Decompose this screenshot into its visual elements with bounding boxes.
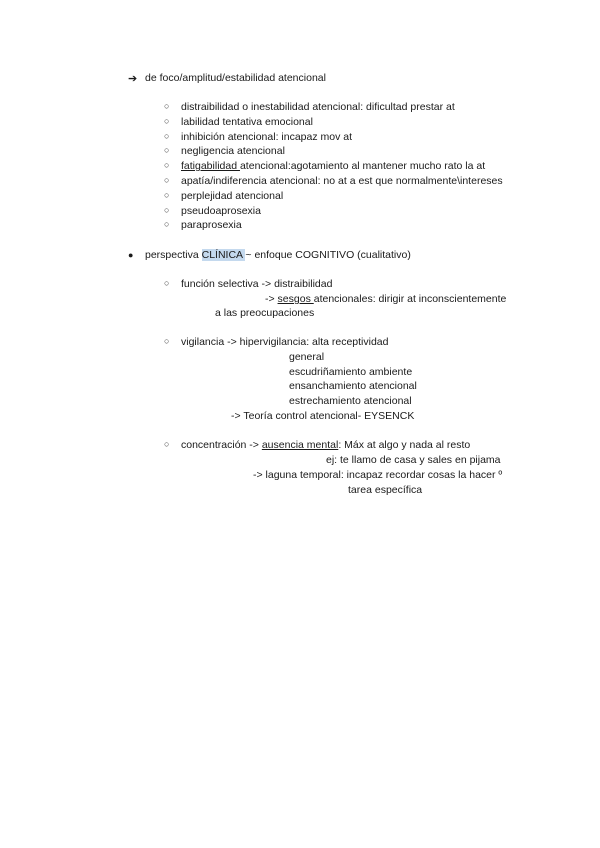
circle-bullet-icon: ○: [164, 160, 170, 170]
list-item-text: : Máx at algo y nada al resto: [338, 439, 471, 451]
list-item: apatía/indiferencia atencional: no at a est que normalmente\intereses: [181, 175, 503, 187]
circle-bullet-icon: ○: [164, 175, 170, 185]
list-item: inhibición atencional: incapaz mov at: [181, 131, 353, 143]
list-item: pseudoaprosexia: [181, 205, 261, 217]
list-item-concentracion: [181, 439, 470, 452]
list-item-text: atencional:agotamiento al mantener mucho rato la at: [239, 160, 486, 172]
list-item: vigilancia -> hipervigilancia: alta receptividad: [181, 336, 389, 348]
list-item-fatigabilidad: [181, 160, 485, 173]
sub-line: -> laguna temporal: incapaz recordar cosas la hacer º: [253, 469, 503, 481]
circle-bullet-icon: ○: [164, 205, 170, 215]
sub-line: general: [289, 351, 325, 363]
section-heading: de foco/amplitud/estabilidad atencional: [145, 72, 326, 84]
circle-bullet-icon: ○: [164, 101, 170, 111]
circle-bullet-icon: ○: [164, 145, 170, 155]
heading-text: perspectiva: [145, 249, 202, 261]
circle-bullet-icon: ○: [164, 336, 170, 346]
underlined-term: ausencia mental: [261, 439, 339, 451]
sub-line-sesgos: [265, 293, 506, 306]
list-item: labilidad tentativa emocional: [181, 116, 313, 128]
circle-bullet-icon: ○: [164, 131, 170, 141]
heading-text: ~ enfoque COGNITIVO (cualitativo): [245, 249, 411, 261]
list-item: distraibilidad o inestabilidad atencional: dificultad prestar at: [181, 101, 455, 113]
arrow-bullet-icon: ➔: [128, 73, 138, 85]
circle-bullet-icon: ○: [164, 116, 170, 126]
circle-bullet-icon: ○: [164, 439, 170, 449]
sub-line: ej: te llamo de casa y sales en pijama: [326, 454, 501, 466]
list-item-text: concentración ->: [181, 439, 262, 451]
circle-bullet-icon: ○: [164, 219, 170, 229]
list-item: negligencia atencional: [181, 145, 285, 157]
sub-line: estrechamiento atencional: [289, 395, 412, 407]
circle-bullet-icon: ○: [164, 278, 170, 288]
filled-bullet-icon: ●: [128, 250, 134, 260]
list-item: perplejidad atencional: [181, 190, 284, 202]
sub-line: tarea específica: [348, 484, 423, 496]
underlined-term: fatigabilidad: [181, 160, 240, 172]
arrow-text: ->: [265, 293, 278, 305]
sub-line: ensanchamiento atencional: [289, 380, 417, 392]
underlined-term: sesgos: [277, 293, 314, 305]
sub-line: a las preocupaciones: [215, 307, 315, 319]
circle-bullet-icon: ○: [164, 190, 170, 200]
sub-line-text: atencionales: dirigir at inconscientemente: [313, 293, 507, 305]
list-item: función selectiva -> distraibilidad: [181, 278, 333, 290]
list-item: paraprosexia: [181, 219, 242, 231]
highlighted-term: CLÍNICA: [201, 249, 246, 261]
sub-line: -> Teoría control atencional- EYSENCK: [231, 410, 415, 422]
section-heading-clinica: [145, 249, 411, 262]
sub-line: escudriñamiento ambiente: [289, 366, 413, 378]
